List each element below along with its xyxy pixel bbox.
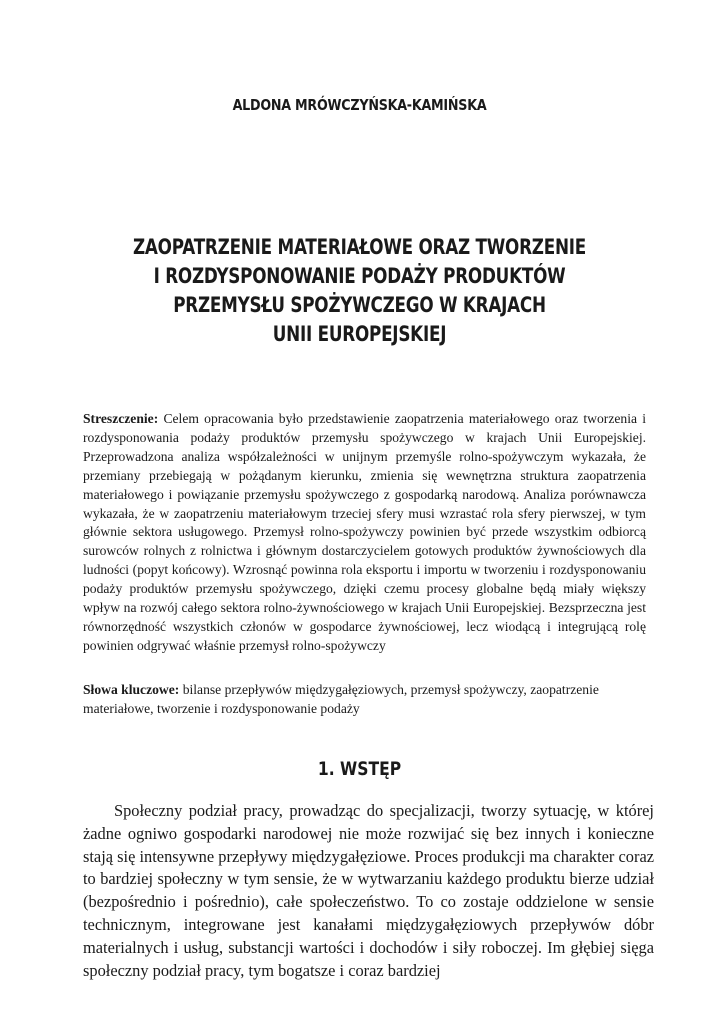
keywords-label: Słowa kluczowe:	[83, 682, 183, 697]
title-line: PRZEMYSŁU SPOŻYWCZEGO W KRAJACH	[173, 293, 546, 317]
article-title	[104, 233, 615, 349]
abstract-label: Streszczenie:	[83, 411, 164, 426]
abstract	[83, 410, 646, 656]
body-paragraph: Społeczny podział pracy, prowadząc do specjalizacji, tworzy sytuację, w której żadne ogniwo gospodarki narodowej nie może rozwijać się bez innych i konieczne stają się intensywne przepływy międzygałęziowe. Proces produkcji ma charakter coraz to bardziej społeczny w tym sensie, że w wytwarzaniu każdego produktu bierze udział (bezpośrednio i pośrednio), całe społeczeństwo. To co zostaje oddzielone w sensie technicznym, integrowane jest kanałami międzygałęziowych przepływów dóbr materialnych i usług, substancji wartości i dochodów i siły roboczej. Im głębiej sięga społeczny podział pracy, tym bogatsze i coraz bardziej	[83, 801, 654, 980]
author-name: ALDONA MRÓWCZYŃSKA-KAMIŃSKA	[232, 96, 487, 114]
keywords-text: bilanse przepływów międzygałęziowych, przemysł spożywczy, zaopatrzenie materiałowe, tworzenie i rozdysponowanie podaży	[83, 682, 599, 716]
title-line: ZAOPATRZENIE MATERIAŁOWE ORAZ TWORZENIE	[132, 235, 587, 259]
title-line: UNII EUROPEJSKIEJ	[272, 322, 447, 346]
title-line: I ROZDYSPONOWANIE PODAŻY PRODUKTÓW	[153, 264, 566, 288]
section-heading: 1. WSTĘP	[317, 758, 402, 780]
abstract-text: Celem opracowania było przedstawienie zaopatrzenia materiałowego oraz tworzenia i rozdysponowania podaży produktów przemysłu spożywczego w krajach Unii Europejskiej. Przeprowadzona analiza współzależności w unijnym przemyśle rolno-spożywczym wykazała, że przemiany przebiegają w pożądanym kierunku, zmienia się wewnętrzna struktura zaopatrzenia materiałowego i powiązanie przemysłu spożywczego z gospodarką narodową. Analiza porównawcza wykazała, że w zaopatrzeniu materiałowym trzeciej sfery musi wzrastać rola sfery pierwszej, w tym głównie sektora usługowego. Przemysł rolno-spożywczy powinien być przede wszystkim odbiorcą surowców rolnych z rolnictwa i głównym dostarczycielem gotowych produktów żywnościowych dla ludności (popyt końcowy). Wzrosnąć powinna rola eksportu i importu w tworzeniu i rozdysponowaniu podaży produktów przemysłu spożywczego, dzięki czemu procesy globalne będą miały większy wpływ na rozwój całego sektora rolno-żywnościowego w krajach Unii Europejskiej. Bezsprzeczna jest równorzędność wszystkich członów w gospodarce żywnościowej, lecz wiodącą i integrującą rolę powinien odgrywać właśnie przemysł rolno-spożywczy	[83, 411, 646, 653]
keywords	[83, 681, 646, 719]
